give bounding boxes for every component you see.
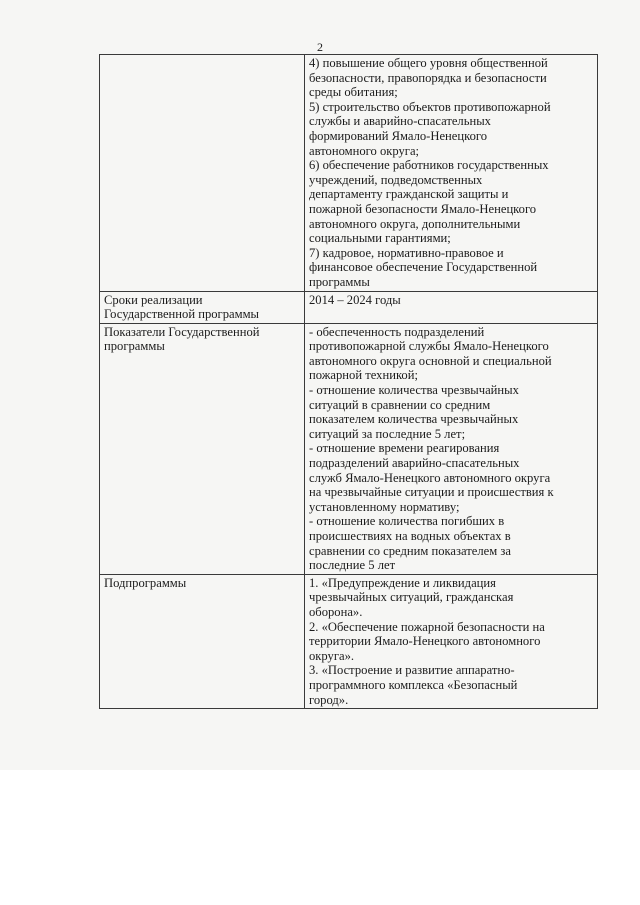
text-line: автономного округа; — [309, 143, 420, 158]
row-value — [305, 323, 598, 574]
text-line: социальными гарантиями; — [309, 231, 451, 246]
text-line: - отношение времени реагирования — [309, 441, 500, 456]
text-line: установленному нормативу; — [309, 499, 460, 514]
text-line: происшествиях на водных объектах в — [309, 529, 511, 543]
text-line: безопасности, правопорядка и безопасности — [309, 70, 547, 85]
text-line: подразделений аварийно-спасательных — [309, 456, 520, 471]
text-line: на чрезвычайные ситуации и происшествия к — [309, 485, 554, 500]
table-row-indicators — [100, 323, 598, 574]
text-line: чрезвычайных ситуаций, гражданская — [309, 590, 514, 605]
text-line: автономного округа, дополнительными — [309, 216, 521, 231]
text-line: учреждений, подведомственных — [309, 172, 483, 187]
text-line: 6) обеспечение работников государственных — [309, 158, 549, 173]
text-line: программы — [309, 274, 370, 289]
text-line: показателем количества чрезвычайных — [309, 412, 519, 427]
row-label — [100, 291, 305, 323]
text-line: ситуаций за последние 5 лет; — [309, 426, 466, 441]
text-line: 3. «Построение и развитие аппаратно- — [309, 663, 515, 678]
text-line: департаменту гражданской защиты и — [309, 187, 509, 202]
text-line: ситуаций в сравнении со средним — [309, 397, 491, 412]
table-row-subprograms — [100, 574, 598, 708]
row-label — [100, 574, 305, 708]
text-line: формирований Ямало-Ненецкого — [309, 128, 488, 143]
label-line: Государственной программы — [104, 307, 260, 322]
table-row-timeframe — [100, 291, 598, 323]
program-passport-table — [99, 54, 598, 709]
row-value — [305, 574, 598, 708]
text-line: оборона». — [309, 604, 363, 619]
text-line: территории Ямало-Ненецкого автономного — [309, 634, 541, 649]
text-line: службы и аварийно-спасательных — [309, 114, 491, 129]
text-line: - обеспеченность подразделений — [309, 324, 485, 339]
label-line: Показатели Государственной — [104, 324, 260, 339]
text-line: - отношение количества погибших в — [309, 514, 505, 529]
text-line: пожарной техникой; — [309, 368, 418, 383]
label-line: программы — [104, 339, 165, 354]
label-line: Подпрограммы — [104, 575, 187, 590]
text-line: противопожарной службы Ямало-Ненецкого — [309, 339, 549, 354]
text-line: 1. «Предупреждение и ликвидация — [309, 575, 496, 590]
text-line: среды обитания; — [309, 85, 398, 100]
text-line: 5) строительство объектов противопожарной — [309, 99, 551, 114]
text-line: пожарной безопасности Ямало-Ненецкого — [309, 201, 537, 216]
text-line: город». — [309, 692, 349, 707]
row-value — [305, 55, 598, 292]
text-line: 2. «Обеспечение пожарной безопасности на — [309, 619, 545, 634]
blank-area — [0, 770, 640, 905]
text-line: округа». — [309, 648, 355, 663]
text-line: автономного округа основной и специальной — [309, 353, 552, 368]
text-line: 7) кадровое, нормативно-правовое и — [309, 245, 504, 260]
row-label — [100, 55, 305, 292]
text-line: служб Ямало-Ненецкого автономного округа — [309, 470, 551, 485]
table-row-tasks-continued — [100, 55, 598, 292]
page-number: 2 — [317, 40, 323, 54]
text-line: программного комплекса «Безопасный — [309, 677, 518, 692]
text-line: 2014 – 2024 годы — [309, 292, 401, 307]
text-line: последние 5 лет — [309, 558, 396, 573]
row-label — [100, 323, 305, 574]
text-line: сравнении со средним показателем за — [309, 543, 511, 558]
text-line: - отношение количества чрезвычайных — [309, 383, 519, 398]
text-line: финансовое обеспечение Государственной — [309, 260, 538, 275]
text-line: 4) повышение общего уровня общественной — [309, 56, 548, 70]
row-value — [305, 291, 598, 323]
label-line: Сроки реализации — [104, 292, 203, 307]
